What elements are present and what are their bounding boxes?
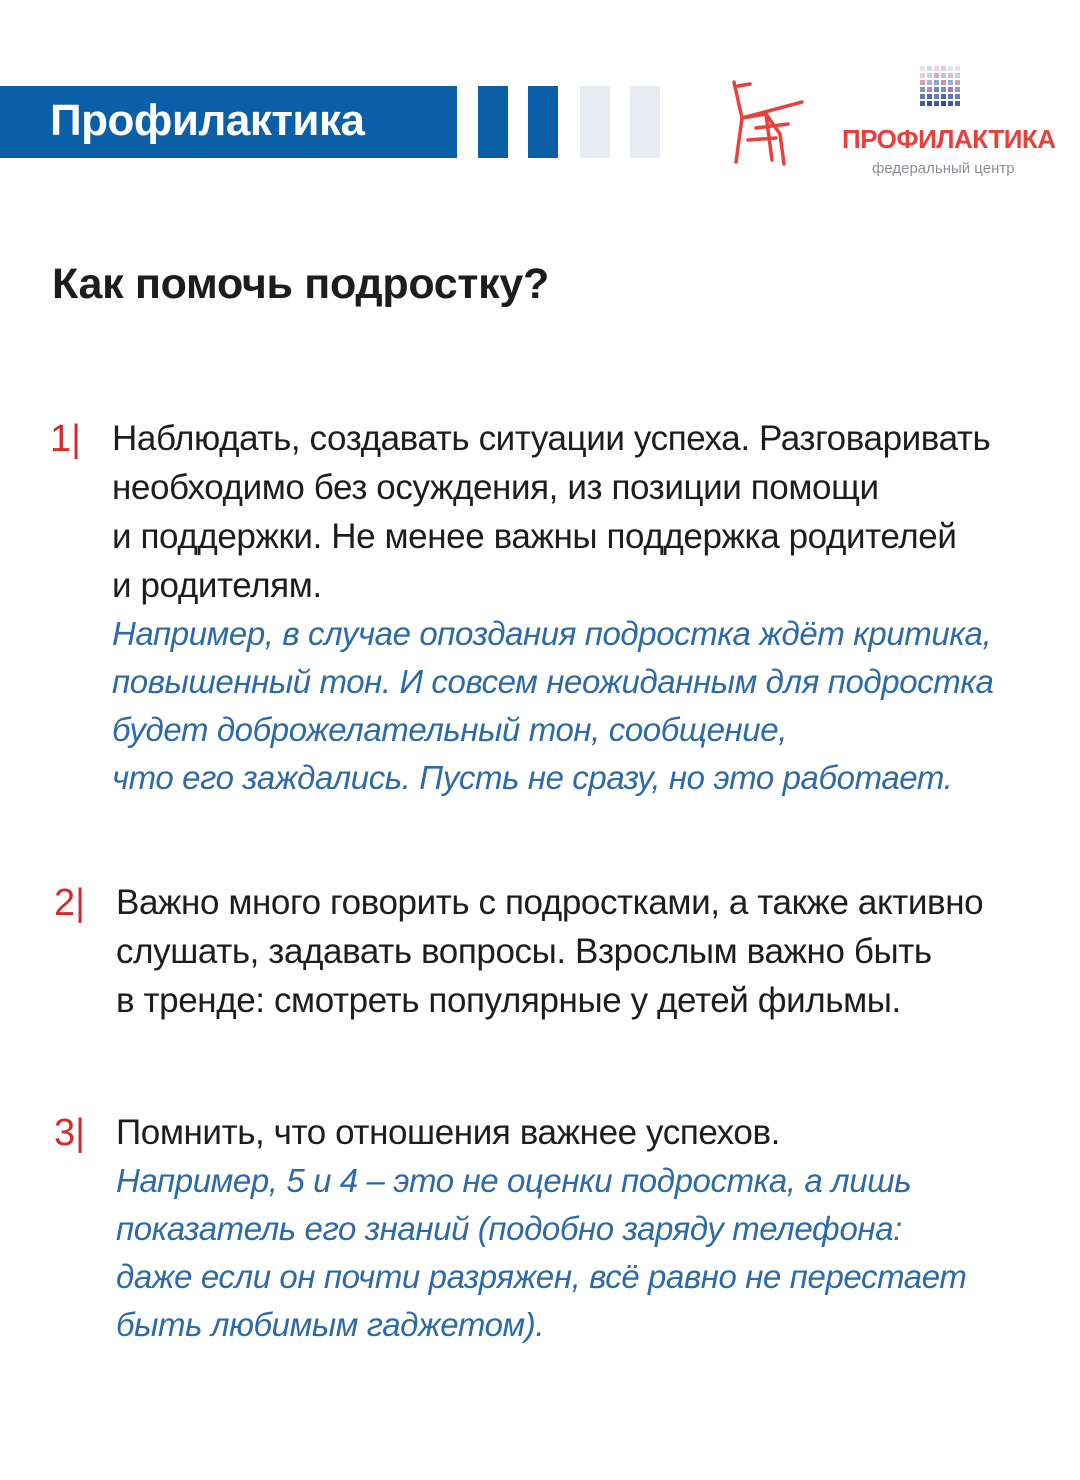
brand-name: ПРОФИЛАКТИКА (842, 124, 1056, 154)
item-number: 2| (54, 882, 86, 924)
brand-logo (842, 66, 1056, 186)
header-stripe-3 (580, 86, 610, 158)
header-stripe-2 (528, 86, 558, 158)
item-number: 3| (54, 1112, 86, 1154)
item-example-line: будет доброжелательный тон, сообщение, (112, 711, 787, 748)
item-example-line: повышенный тон. И совсем неожиданным для подростка (112, 663, 994, 700)
mosaic-icon (920, 66, 966, 112)
chair-logo-icon (728, 78, 808, 168)
item-text-line: слушать, задавать вопросы. Взрослым важно быть (116, 932, 932, 971)
item-example (112, 610, 993, 802)
item-number: 1| (50, 418, 82, 460)
header-stripe-4 (630, 86, 660, 158)
item-text-line: и родителям. (112, 566, 322, 605)
item-text (116, 878, 983, 1025)
item-example-line: быть любимым гаджетом). (116, 1306, 545, 1343)
item-text (112, 414, 993, 802)
header-title: Профилактика (50, 96, 365, 145)
item-text (116, 1108, 966, 1349)
item-text-line: и поддержки. Не менее важны поддержка родителей (112, 517, 957, 556)
item-text-line: Помнить, что отношения важнее успехов. (116, 1113, 780, 1152)
item-example-line: показатель его знаний (подобно заряду телефона: (116, 1210, 902, 1247)
item-text-line: Наблюдать, создавать ситуации успеха. Разговаривать (112, 419, 991, 458)
page-title: Как помочь подростку? (52, 260, 549, 308)
item-example (116, 1157, 966, 1349)
header-banner (0, 86, 457, 158)
item-text-line: необходимо без осуждения, из позиции помощи (112, 468, 879, 507)
item-example-line: Например, 5 и 4 – это не оценки подростка, а лишь (116, 1162, 912, 1199)
item-example-line: Например, в случае опоздания подростка ждёт критика, (112, 615, 992, 652)
item-text-line: в тренде: смотреть популярные у детей фильмы. (116, 981, 901, 1020)
item-example-line: что его заждались. Пусть не сразу, но это работает. (112, 759, 953, 796)
item-example-line: даже если он почти разряжен, всё равно не перестает (116, 1258, 967, 1295)
header-stripe-1 (478, 86, 508, 158)
item-text-line: Важно много говорить с подростками, а также активно (116, 883, 984, 922)
brand-subtitle: федеральный центр (872, 160, 1015, 177)
